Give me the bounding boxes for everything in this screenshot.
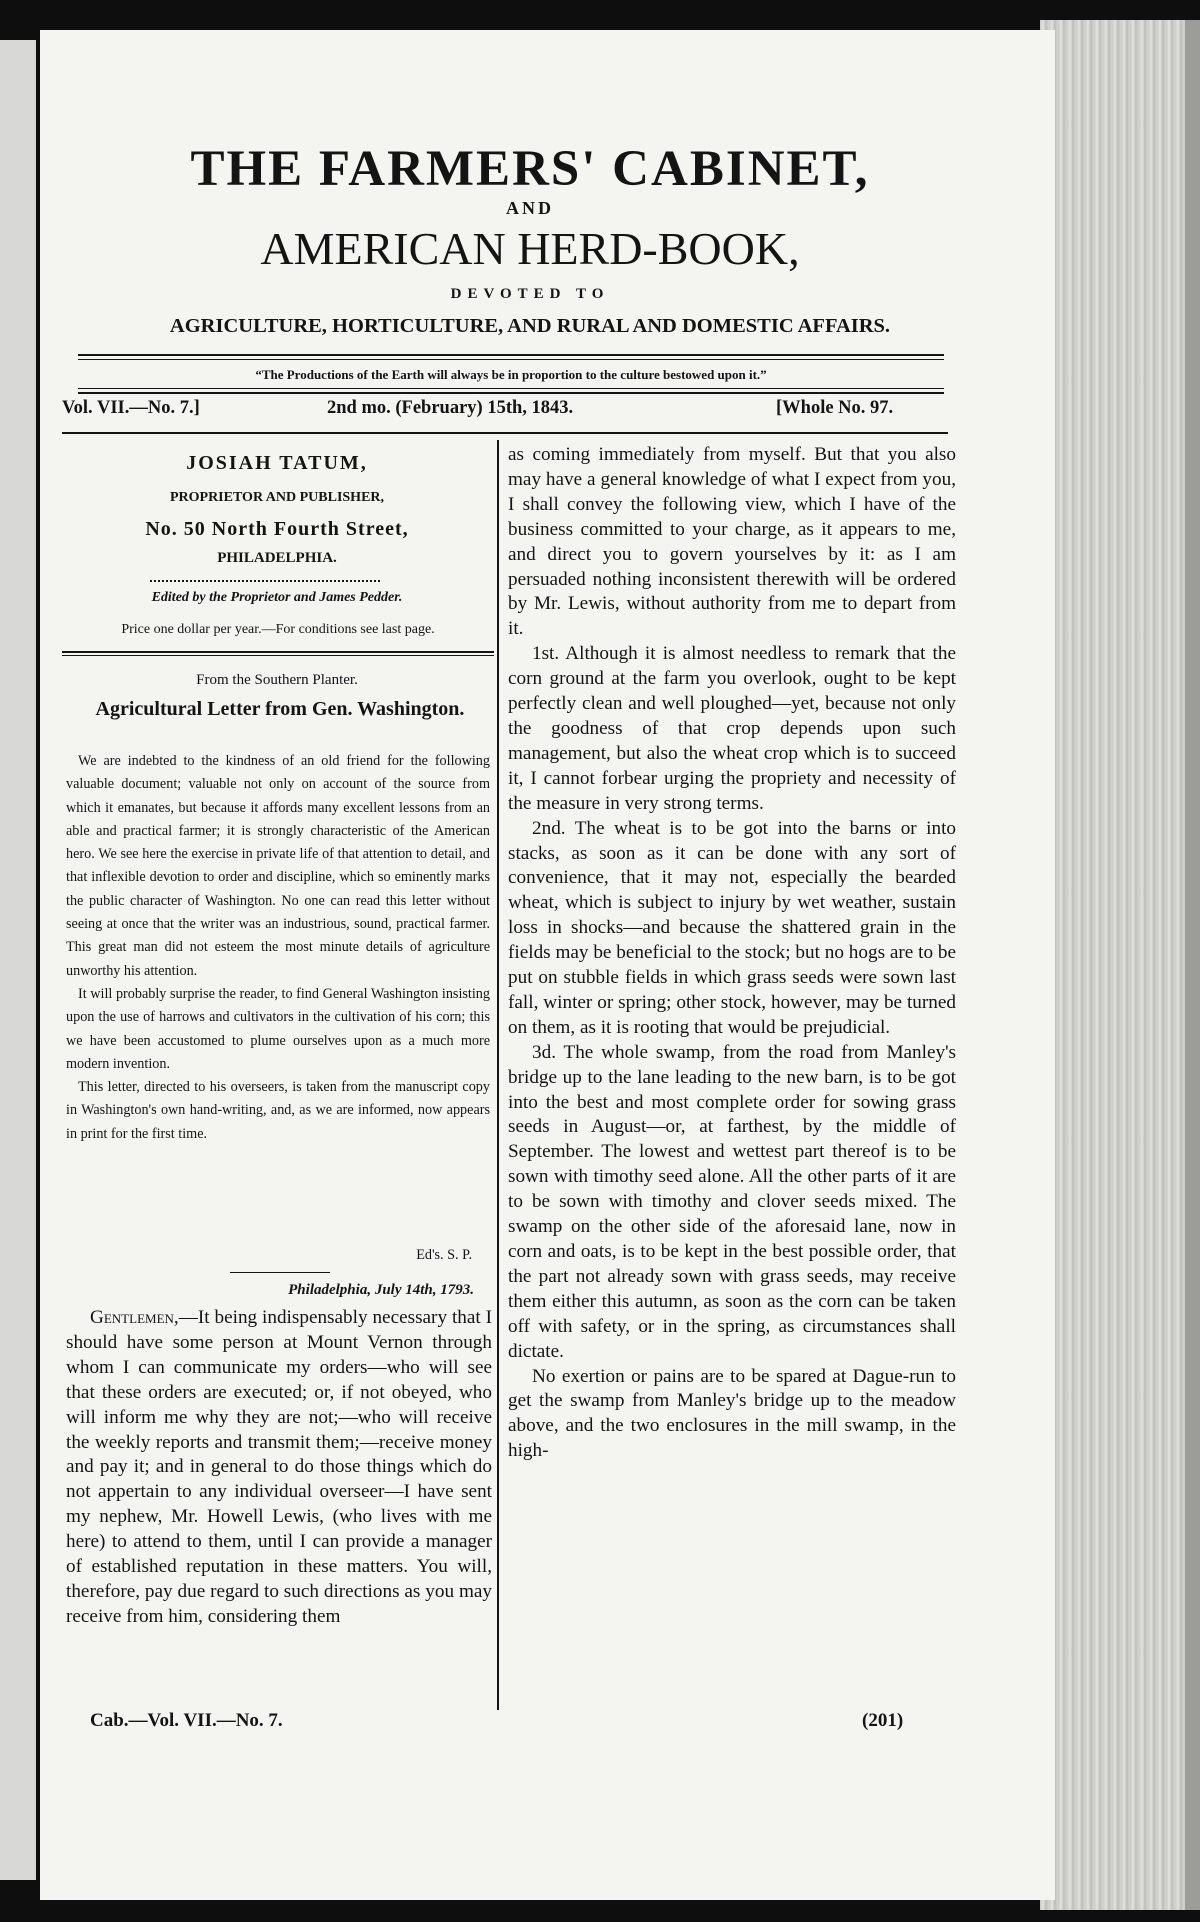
column-divider bbox=[497, 440, 499, 1710]
short-rule bbox=[230, 1272, 330, 1273]
letter-text: —It being indispensably necessary that I should have some person at Mount Vernon through whom I can communicate my orders—who will see that these orders are executed; or, if not obeyed, who will inform me why they are not;—who will receive the weekly reports and transmit them;—receive money and pay it; and in general to do those things which do not appertain to any individual overseer—I have sent my nephew, Mr. Howell Lewis, (who lives with me here) to attend to them, until I can provide a manager of established reputation in these matters. You will, therefore, pay due regard to such directions as you may receive from him, considering them bbox=[66, 1307, 492, 1627]
article-source: From the Southern Planter. bbox=[196, 672, 358, 688]
double-rule-top-thin bbox=[78, 359, 944, 360]
issue-volume: Vol. VII.—No. 7.] bbox=[62, 398, 200, 418]
previous-page-edge bbox=[0, 40, 36, 1880]
publisher-address: No. 50 North Fourth Street, bbox=[145, 518, 409, 540]
letter-paragraph: 3d. The whole swamp, from the road from Manley's bridge up to the lane leading to the new barn, is to be got into the best and most complete order for sowing grass seeds in August—or, at farthest, by the middle of September. The lowest and wettest part thereof is to be sown with timothy seed alone. All the other parts of it are to be sown with timothy and clover seeds mixed. The swamp on the other side of the aforesaid lane, now in corn and oats, is to be kept in the best possible order, that the part not already sown with grass seeds, may receive them either this autumn, as soon as the corn can be taken off with safety, or in the spring, as circumstances shall dictate. bbox=[508, 1041, 956, 1362]
issue-whole-number: [Whole No. 97. bbox=[776, 398, 894, 418]
publisher-city: PHILADELPHIA. bbox=[217, 550, 337, 566]
footer-volume: Cab.—Vol. VII.—No. 7. bbox=[90, 1710, 283, 1731]
issue-date: 2nd mo. (February) 15th, 1843. bbox=[327, 398, 574, 418]
publisher-name: JOSIAH TATUM, bbox=[186, 452, 368, 474]
letter-dateline: Philadelphia, July 14th, 1793. bbox=[288, 1282, 474, 1298]
letter-paragraph: No exertion or pains are to be spared at Dague-run to get the swamp from Manley's bridge up to the meadow above, and the two enclosures in the mill swamp, in the high- bbox=[508, 1365, 956, 1462]
double-rule-bottom-thin bbox=[78, 388, 944, 389]
dotted-rule bbox=[150, 580, 380, 582]
editor-signature: Ed's. S. P. bbox=[416, 1247, 472, 1263]
editors-line: Edited by the Proprietor and James Pedder. bbox=[151, 590, 403, 605]
masthead-tagline: AGRICULTURE, HORTICULTURE, AND RURAL AND DOMESTIC AFFAIRS. bbox=[169, 315, 891, 337]
letter-paragraph: as coming immediately from myself. But that you also may have a general knowledge of what I expect from you, I shall convey the following view, which I have of the business committed to your charge, as it appears to me, and direct you to govern yourselves by it: as I am persuaded nothing inconsistent therewith will be ordered by Mr. Lewis, without authority from me to depart from it. bbox=[508, 444, 956, 640]
masthead-devoted: DEVOTED TO bbox=[450, 286, 610, 302]
double-rule-top bbox=[78, 354, 944, 356]
article-intro bbox=[66, 750, 490, 1146]
article-title: Agricultural Letter from Gen. Washington. bbox=[95, 698, 465, 720]
double-rule-bottom bbox=[78, 392, 944, 394]
intro-paragraph: It will probably surprise the reader, to find General Washington insisting upon the use of harrows and cultivators in the cultivation of his corn; this we have been accustomed to plume ourselves upon as a much more modern invention. bbox=[66, 985, 490, 1072]
page-number: (201) bbox=[862, 1710, 904, 1731]
intro-paragraph: This letter, directed to his overseers, is taken from the manuscript copy in Washington's own hand-writing, and, as we are informed, now appears in print for the first time. bbox=[66, 1079, 490, 1142]
masthead-subtitle: AMERICAN HERD-BOOK, bbox=[260, 223, 800, 274]
publisher-role: PROPRIETOR AND PUBLISHER, bbox=[169, 490, 385, 505]
motto: “The Productions of the Earth will always be in proportion to the culture bestowed upon it.” bbox=[255, 367, 767, 382]
issue-rule bbox=[62, 432, 948, 434]
section-rule-thin bbox=[62, 655, 494, 656]
letter-body-right bbox=[508, 443, 956, 1464]
price-line: Price one dollar per year.—For conditions see last page. bbox=[121, 622, 435, 637]
salutation: Gentlemen, bbox=[90, 1307, 179, 1328]
intro-paragraph: We are indebted to the kindness of an old friend for the following valuable document; valuable not only on account of the source from which it emanates, but because it affords many excellent lessons from an able and practical farmer; it is strongly characteristic of the American hero. We see here the exercise in private life of that attention to detail, and that inflexible devotion to order and discipline, which so eminently marks the public character of Washington. No one can read this letter without seeing at once that the writer was an industrious, sound, practical farmer. This great man did not esteem the most minute details of agriculture unworthy his attention. bbox=[66, 753, 490, 979]
letter-paragraph: 1st. Although it is almost needless to remark that the corn ground at the farm you overlook, ought to be kept perfectly clean and well ploughed—yet, because not only the goodness of that crop depends upon such management, but also the wheat crop which is to succeed it, I cannot forbear urging the propriety and necessity of the measure in very strong terms. bbox=[508, 643, 956, 814]
page-stack-edges bbox=[1040, 20, 1200, 1910]
masthead-and: AND bbox=[506, 198, 554, 218]
letter-paragraph: 2nd. The wheat is to be got into the barns or into stacks, as soon as it can be done with any sort of convenience, that it may not, especially the bearded wheat, which is subject to injury by wet weather, sustain loss in shocks—and because the shattered grain in the fields may be beneficial to the stock; but no hogs are to be put on stubble fields in which grass seeds were sown last fall, winter or spring; other stock, however, may be turned on them, as it is rooting that would be prejudicial. bbox=[508, 817, 956, 1038]
masthead-title: THE FARMERS' CABINET, bbox=[190, 141, 870, 197]
section-rule bbox=[62, 651, 494, 653]
letter-body-left bbox=[66, 1306, 492, 1630]
